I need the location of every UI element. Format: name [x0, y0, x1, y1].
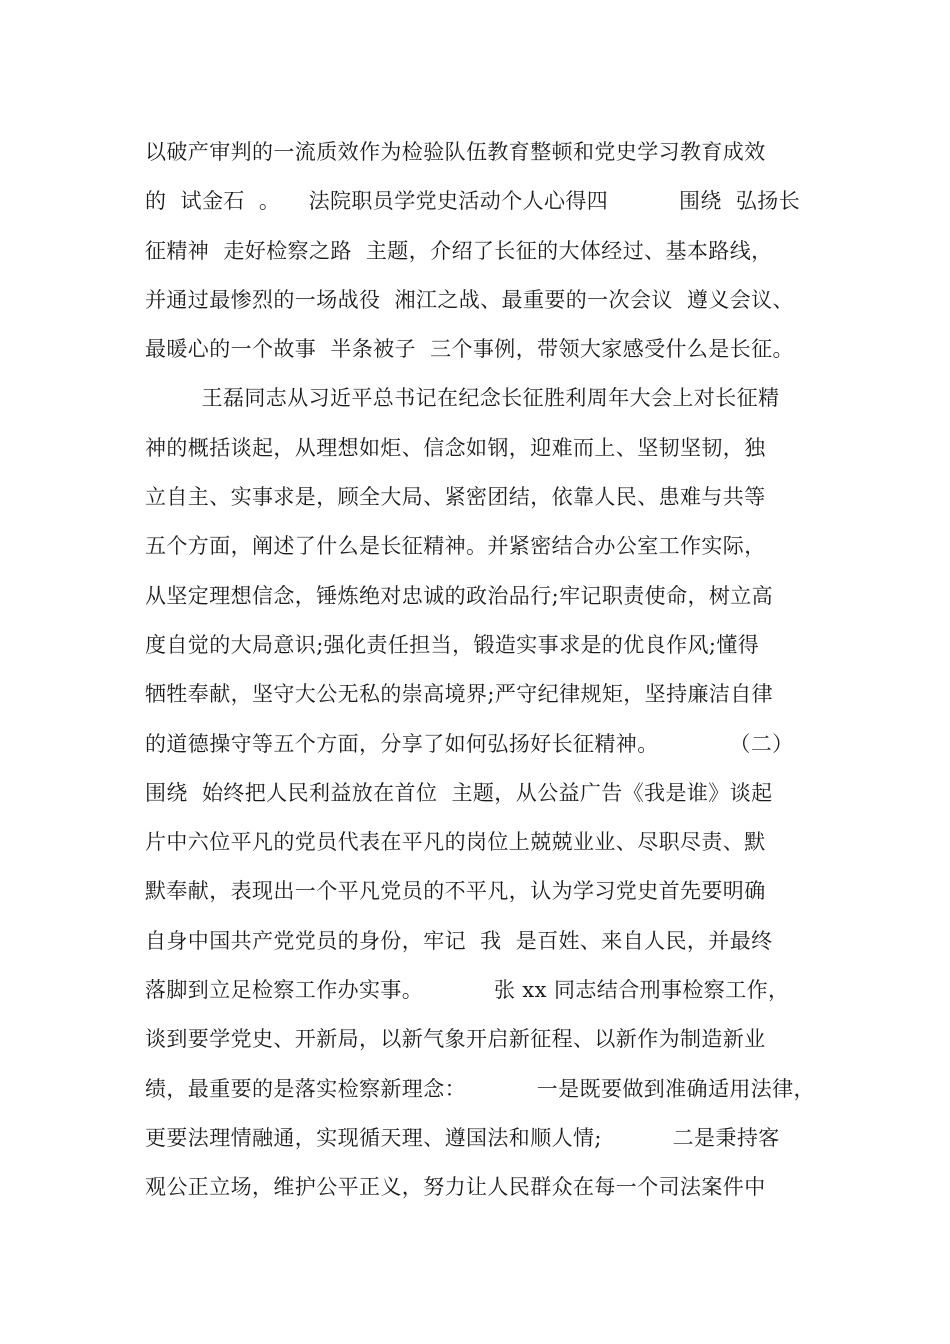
text-line: 神的概括谈起，从理想如炬、信念如钢，迎难而上、坚韧坚韧，独 [145, 435, 766, 460]
text-line: 并通过最惨烈的一场战役 湘江之战、最重要的一次会议 遵义会议、 [145, 287, 794, 312]
text-line: 围绕 始终把人民利益放在首位 主题，从公益广告《我是谁》谈起 [145, 780, 773, 805]
text-line: 牺牲奉献，坚守大公无私的崇高境界;严守纪律规矩，坚持廉洁自律 [145, 682, 774, 707]
text-line: 谈到要学党史、开新局，以新气象开启新征程、以新作为制造新业 [145, 1027, 766, 1052]
text-line: 落脚到立足检察工作办实事。 张 xx 同志结合刑事检察工作， [145, 978, 790, 1003]
text-line: 观公正立场，维护公平正义，努力让人民群众在每一个司法案件中 [145, 1175, 766, 1200]
text-line: 以破产审判的一流质效作为检验队伍教育整顿和党史学习教育成效 [145, 140, 766, 164]
text-line: 从坚定理想信念，锤炼绝对忠诚的政治品行;牢记职责使命，树立高 [145, 583, 774, 608]
text-line: 自身中国共产党党员的身份，牢记 我 是百姓、来自人民，并最终 [145, 928, 773, 953]
text-line: 度自觉的大局意识;强化责任担当，锻造实事求是的优良作风;懂得 [145, 632, 760, 657]
text-line: 立自主、实事求是，顾全大局、紧密团结，依靠人民、患难与共等 [145, 485, 766, 510]
text-line: 的道德操守等五个方面，分享了如何弘扬好长征精神。 （二） [145, 731, 794, 756]
text-line: 五个方面，阐述了什么是长征精神。并紧密结合办公室工作实际， [145, 534, 766, 559]
text-line: 片中六位平凡的党员代表在平凡的岗位上兢兢业业、尽职尽责、默 [145, 830, 766, 855]
body-text [145, 128, 845, 1213]
text-line: 王磊同志从习近平总书记在纪念长征胜利周年大会上对长征精 [145, 386, 780, 411]
text-line: 最暖心的一个故事 半条被子 三个事例，带领大家感受什么是长征。 [145, 337, 794, 362]
text-line: 的 试金石 。 法院职员学党史活动个人心得四 围绕 弘扬长 [145, 189, 801, 214]
text-line: 默奉献，表现出一个平凡党员的不平凡，认为学习党史首先要明确 [145, 879, 766, 904]
text-line: 更要法理情融通，实现循天理、遵国法和顺人情; 二是秉持客 [145, 1125, 780, 1150]
text-line: 征精神 走好检察之路 主题，介绍了长征的大体经过、基本路线， [145, 238, 773, 263]
text-line: 绩，最重要的是落实检察新理念： 一是既要做到准确适用法律， [145, 1076, 815, 1101]
